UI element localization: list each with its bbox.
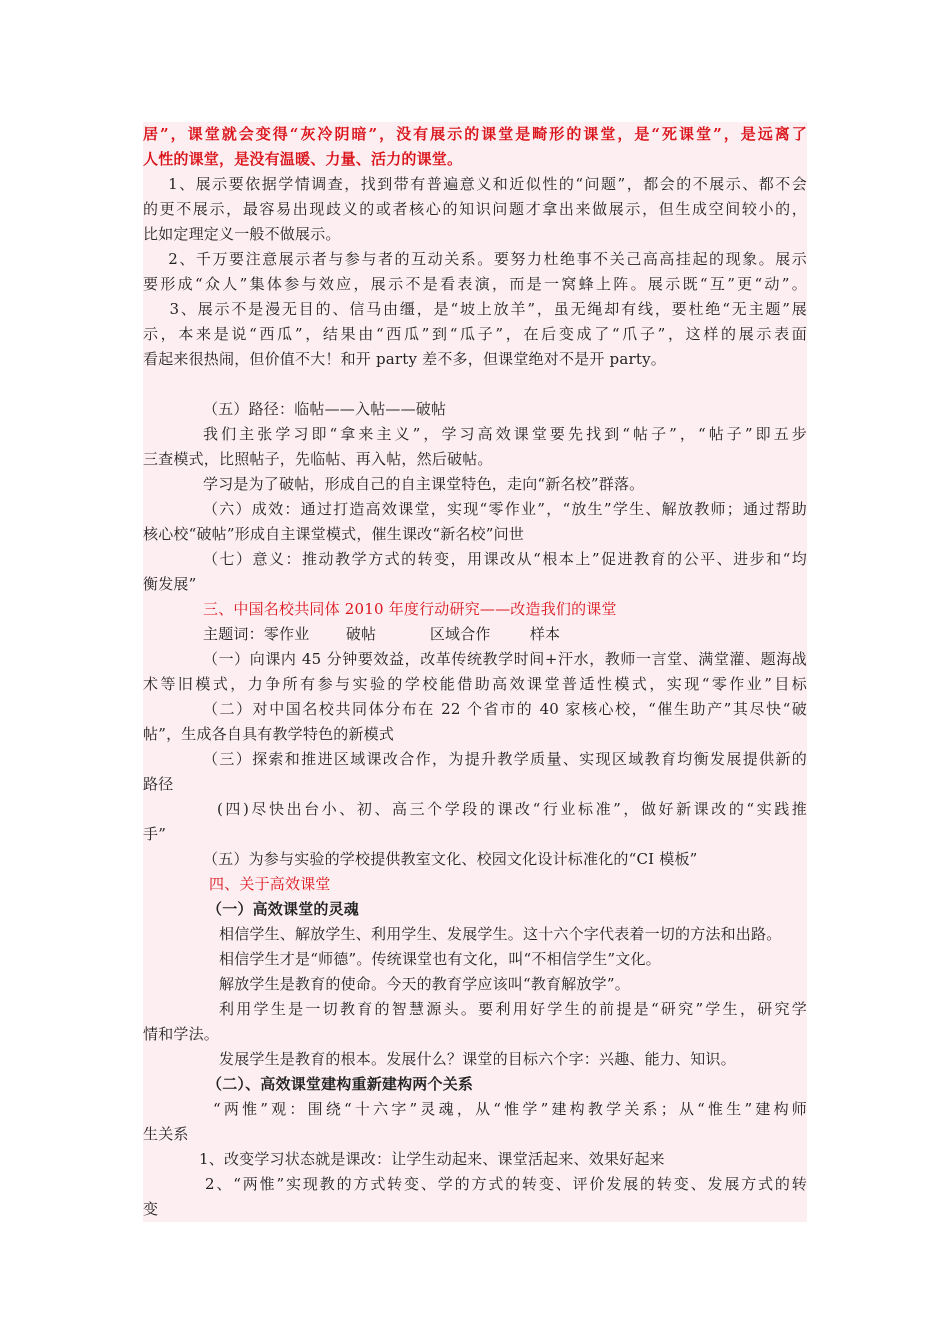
theme-word: 破帖: [345, 625, 377, 643]
sub-1-use-line-1: 利用学生是一切教育的智慧源头。要利用好学生的前提是“研究”学生，研究学: [219, 1000, 807, 1018]
section-5-title: （五）路径：临帖——入帖——破帖: [203, 400, 447, 418]
theme-word: 样本: [529, 625, 561, 643]
point-2-line-2: 要形成“众人”集体参与效应，展示不是看表演，而是一窝蜂上阵。展示既“互”更“动”。: [143, 275, 807, 293]
sub-2-view-line-2: 生关系: [143, 1125, 189, 1143]
action-2-line-2: 帖”，生成各自具有教学特色的新模式: [143, 725, 395, 743]
sub-2-item-1: 1、改变学习状态就是课改：让学生动起来、课堂活起来、效果好起来: [199, 1150, 665, 1168]
theme-words-label: 主题词：: [203, 625, 264, 643]
section-7-line-2: 衡发展”: [143, 575, 197, 593]
theme-words: [143, 622, 807, 647]
sub-2-item-2-line-2: 变: [143, 1200, 159, 1218]
section-5-p1-line-1: 我们主张学习即“拿来主义”，学习高效课堂要先找到“帖子”，“帖子”即五步: [203, 425, 807, 443]
action-2-line-1: （二）对中国名校共同体分布在 22 个省市的 40 家核心校，“催生助产”其尽快“破: [203, 700, 807, 718]
intro-line-1: 居”，课堂就会变得“灰冷阴暗”，没有展示的课堂是畸形的课堂，是“死课堂”，是远离了: [143, 125, 807, 143]
theme-word: 区域合作: [429, 625, 491, 643]
action-5: （五）为参与实验的学校提供教室文化、校园文化设计标准化的“CI 模板”: [203, 850, 698, 868]
point-1-line-1: 1、展示要依据学情调查，找到带有普遍意义和近似性的“问题”，都会的不展示、都不会: [143, 175, 807, 193]
intro-line-2: 人性的课堂，是没有温暖、力量、活力的课堂。: [143, 150, 463, 168]
sub-1-use-line-2: 情和学法。: [143, 1025, 220, 1043]
action-4-line-1: (四)尽快出台小、初、高三个学段的课改“行业标准”，做好新课改的“实践推: [217, 800, 807, 818]
action-3-line-2: 路径: [143, 775, 174, 793]
pink-block-2: [143, 372, 807, 1222]
action-1-line-1: （一）向课内 45 分钟要效益，改革传统教学时间+汗水，教师一言堂、满堂灌、题海战: [203, 650, 807, 668]
spacer: [143, 372, 807, 397]
sub-2-item-2-line-1: 2、“两惟”实现教的方式转变、学的方式的转变、评价发展的转变、发展方式的转: [205, 1175, 807, 1193]
section-5-p1-line-2: 三查模式，比照帖子，先临帖、再入帖，然后破帖。: [143, 450, 493, 468]
section-6-line-2: 核心校“破帖”形成自主课堂模式，催生课改“新名校”问世: [143, 525, 525, 543]
point-1-line-2: 的更不展示，最容易出现歧义的或者核心的知识问题才拿出来做展示，但生成空间较小的，: [143, 200, 807, 218]
document-page: [143, 122, 807, 1222]
sub-1-title: （一）高效课堂的灵魂: [207, 900, 360, 918]
point-3-line-3: 看起来很热闹，但价值不大！和开 party 差不多，但课堂绝对不是开 party。: [143, 350, 666, 368]
point-1-line-3: 比如定理定义一般不做展示。: [143, 225, 341, 243]
sub-1-line-2: 相信学生才是“师德”。传统课堂也有文化，叫“不相信学生”文化。: [219, 950, 661, 968]
sub-1-develop: 发展学生是教育的根本。发展什么？课堂的目标六个字：兴趣、能力、知识。: [219, 1050, 736, 1068]
section-6-line-1: （六）成效：通过打造高效课堂，实现“零作业”，“放生”学生、解放教师；通过帮助: [203, 500, 807, 518]
point-3-line-2: 示，本来是说“西瓜”，结果由“西瓜”到“瓜子”，在后变成了“爪子”，这样的展示表面: [143, 325, 807, 343]
pink-block-1: [143, 122, 807, 372]
section-5-p2: 学习是为了破帖，形成自己的自主课堂特色，走向“新名校”群落。: [203, 475, 645, 493]
sub-2-view-line-1: “两惟”观：围绕“十六字”灵魂，从“惟学”建构教学关系；从“惟生”建构师: [213, 1100, 807, 1118]
sub-1-line-3: 解放学生是教育的使命。今天的教育学应该叫“教育解放学”。: [219, 975, 630, 993]
heading-3: 三、中国名校共同体 2010 年度行动研究——改造我们的课堂: [203, 600, 617, 618]
point-3-line-1: 3、展示不是漫无目的、信马由缰，是“坡上放羊”，虽无绳却有线，要杜绝“无主题”展: [143, 300, 807, 318]
sub-1-line-1: 相信学生、解放学生、利用学生、发展学生。这十六个字代表着一切的方法和出路。: [219, 925, 782, 943]
theme-word: 零作业: [263, 625, 310, 643]
action-3-line-1: （三）探索和推进区域课改合作，为提升教学质量、实现区域教育均衡发展提供新的: [203, 750, 807, 768]
section-7-line-1: （七）意义：推动教学方式的转变，用课改从“根本上”促进教育的公平、进步和“均: [203, 550, 807, 568]
action-4-line-2: 手”: [143, 825, 167, 843]
sub-2-title: （二）、高效课堂建构重新建构两个关系: [207, 1075, 474, 1093]
point-2-line-1: 2、千万要注意展示者与参与者的互动关系。要努力杜绝事不关己高高挂起的现象。展示: [143, 250, 807, 268]
heading-4: 四、关于高效课堂: [209, 875, 331, 893]
action-1-line-2: 术等旧模式，力争所有参与实验的学校能借助高效课堂普适性模式，实现“零作业”目标: [143, 675, 807, 693]
